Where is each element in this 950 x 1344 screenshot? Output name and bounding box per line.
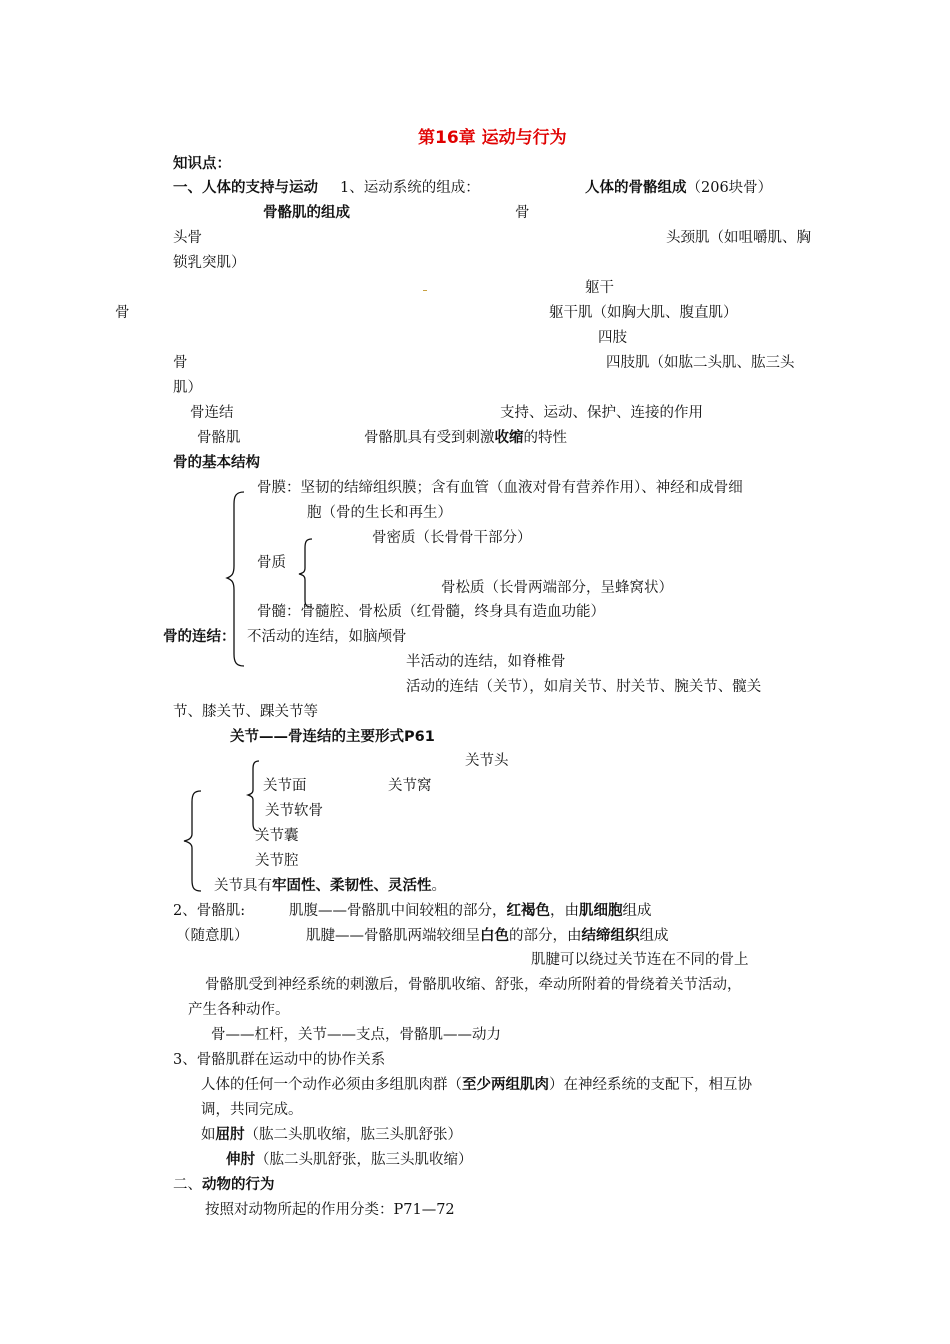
cooperation-line1-cont: 调，共同完成。 [201, 1102, 303, 1118]
joint-properties-post: 。 [431, 878, 446, 894]
stray-mark [423, 290, 427, 291]
joint-cartilage: 关节软骨 [265, 803, 323, 819]
section2-title: 动物的行为 [202, 1177, 275, 1193]
stimulus-description-cont: 产生各种动作。 [188, 1002, 290, 1018]
limb-muscle-cont: 肌） [173, 380, 202, 396]
joint-properties-bold: 牢固性、柔韧性、灵活性 [272, 878, 432, 894]
semi-movable-joint: 半活动的连结，如脊椎骨 [406, 654, 566, 670]
head-bone: 头骨 [173, 230, 202, 246]
joint-surface-brace [247, 760, 261, 832]
muscle-belly-pre: 肌腹——骨骼肌中间较粗的部分， [289, 903, 507, 919]
joint-heading: 关节——骨连结的主要形式P61 [230, 729, 435, 745]
bone-label-left: 骨 [115, 305, 130, 321]
joint-structure-brace [183, 790, 203, 892]
joint-properties [214, 876, 446, 896]
stimulus-description: 骨骼肌受到神经系统的刺激后，骨骼肌收缩、舒张，牵动所附着的骨绕着关节活动， [205, 977, 742, 993]
periosteum: 骨膜：坚韧的结缔组织膜；含有血管（血液对骨有营养作用）、神经和成骨细 [257, 480, 743, 496]
skeletal-muscle-number: 2、骨骼肌: [173, 903, 246, 919]
bone-connection-heading: 骨的连结： [163, 629, 236, 645]
skeleton-count: （206块骨） [686, 180, 773, 196]
muscle-tendon-post: 组成 [639, 928, 669, 944]
bone-joint-label: 骨连结 [190, 405, 234, 421]
muscle-belly-color: 红褐色 [506, 903, 550, 919]
joint-cavity: 关节腔 [255, 853, 299, 869]
bone-label-top: 骨 [515, 205, 530, 221]
muscle-tendon-color: 白色 [480, 928, 509, 944]
head-neck-muscle-cont: 锁乳突肌） [173, 255, 246, 271]
cooperation-line1-pre: 人体的任何一个动作必须由多组肌肉群（ [201, 1077, 462, 1093]
elbow-flexion-pre: 如 [201, 1127, 216, 1143]
skeletal-muscle-label: 骨骼肌 [197, 430, 241, 446]
skeleton-composition [585, 178, 772, 198]
bone-marrow: 骨髓：骨髓腔、骨松质（红骨髓，终身具有造血功能） [257, 604, 605, 620]
muscle-belly-mid: ，由 [550, 903, 579, 919]
joint-capsule: 关节囊 [255, 828, 299, 844]
elbow-extension-post: （肱二头肌舒张，肱三头肌收缩） [255, 1152, 473, 1168]
muscle-property-pre: 骨骼肌具有受到刺激 [364, 430, 495, 446]
elbow-extension [226, 1150, 473, 1170]
section1-heading: 一、人体的支持与运动 [173, 180, 318, 196]
voluntary-muscle: （随意肌） [176, 928, 249, 944]
muscle-tendon-pre: 肌腱——骨骼肌两端较细呈 [306, 928, 480, 944]
lever-analogy: 骨——杠杆，关节——支点，骨骼肌——动力 [211, 1027, 501, 1043]
cooperation-heading: 3、骨骼肌群在运动中的协作关系 [173, 1052, 386, 1068]
bone-substance-label: 骨质 [257, 555, 286, 571]
muscle-tendon-tissue: 结缔组织 [581, 928, 640, 944]
muscle-property [364, 428, 567, 448]
muscle-property-post: 的特性 [523, 430, 567, 446]
compact-bone: 骨密质（长骨骨干部分） [372, 530, 532, 546]
cooperation-line1 [201, 1075, 752, 1095]
muscle-belly [289, 901, 652, 921]
head-neck-muscle: 头颈肌（如咀嚼肌、胸 [666, 230, 811, 246]
joint-properties-pre: 关节具有 [214, 878, 272, 894]
limb-muscle: 四肢肌（如肱二头肌、肱三头 [606, 355, 795, 371]
muscle-property-bold: 收缩 [494, 430, 524, 446]
joint-head: 关节头 [465, 753, 509, 769]
limbs-label: 四肢 [598, 330, 627, 346]
elbow-flexion-bold: 屈肘 [215, 1127, 245, 1143]
limb-bone: 骨 [173, 355, 188, 371]
section2-number: 二、 [173, 1177, 202, 1193]
tendon-note: 肌腱可以绕过关节连在不同的骨上 [531, 952, 749, 968]
knowledge-points-label: 知识点： [173, 156, 231, 172]
trunk-label: 躯干 [585, 280, 614, 296]
movable-joint-cont: 节、膝关节、踝关节等 [173, 704, 318, 720]
movable-joint: 活动的连结（关节），如肩关节、肘关节、腕关节、髋关 [406, 679, 762, 695]
spongy-bone: 骨松质（长骨两端部分，呈蜂窝状） [441, 580, 673, 596]
fixed-joint: 不活动的连结，如脑颅骨 [247, 629, 407, 645]
muscle-tendon-mid: 的部分，由 [509, 928, 582, 944]
cooperation-line1-post: ）在神经系统的支配下，相互协 [549, 1077, 752, 1093]
elbow-flexion-post: （肱二头肌收缩，肱三头肌舒张） [244, 1127, 462, 1143]
joint-surface: 关节面 [263, 778, 307, 794]
trunk-muscle: 躯干肌（如胸大肌、腹直肌） [549, 305, 738, 321]
behavior-classification: 按照对动物所起的作用分类：P71—72 [205, 1202, 455, 1218]
muscle-composition-label: 骨骼肌的组成 [263, 205, 350, 221]
bone-structure-heading: 骨的基本结构 [173, 455, 260, 471]
cooperation-line1-bold: 至少两组肌肉 [462, 1077, 549, 1093]
bone-substance-brace [298, 538, 314, 608]
elbow-extension-bold: 伸肘 [226, 1152, 255, 1168]
muscle-belly-post: 组成 [622, 903, 652, 919]
chapter-title: 第16章 运动与行为 [418, 128, 567, 148]
bone-joint-function: 支持、运动、保护、连接的作用 [500, 405, 703, 421]
skeleton-label: 人体的骨骼组成 [585, 180, 687, 196]
muscle-belly-cell: 肌细胞 [579, 903, 623, 919]
elbow-flexion [201, 1125, 462, 1145]
section2-heading [173, 1175, 275, 1195]
motion-system-subheading: 1、运动系统的组成： [340, 180, 480, 196]
muscle-tendon [306, 926, 669, 946]
periosteum-cont: 胞（骨的生长和再生） [307, 505, 452, 521]
joint-socket: 关节窝 [388, 778, 432, 794]
